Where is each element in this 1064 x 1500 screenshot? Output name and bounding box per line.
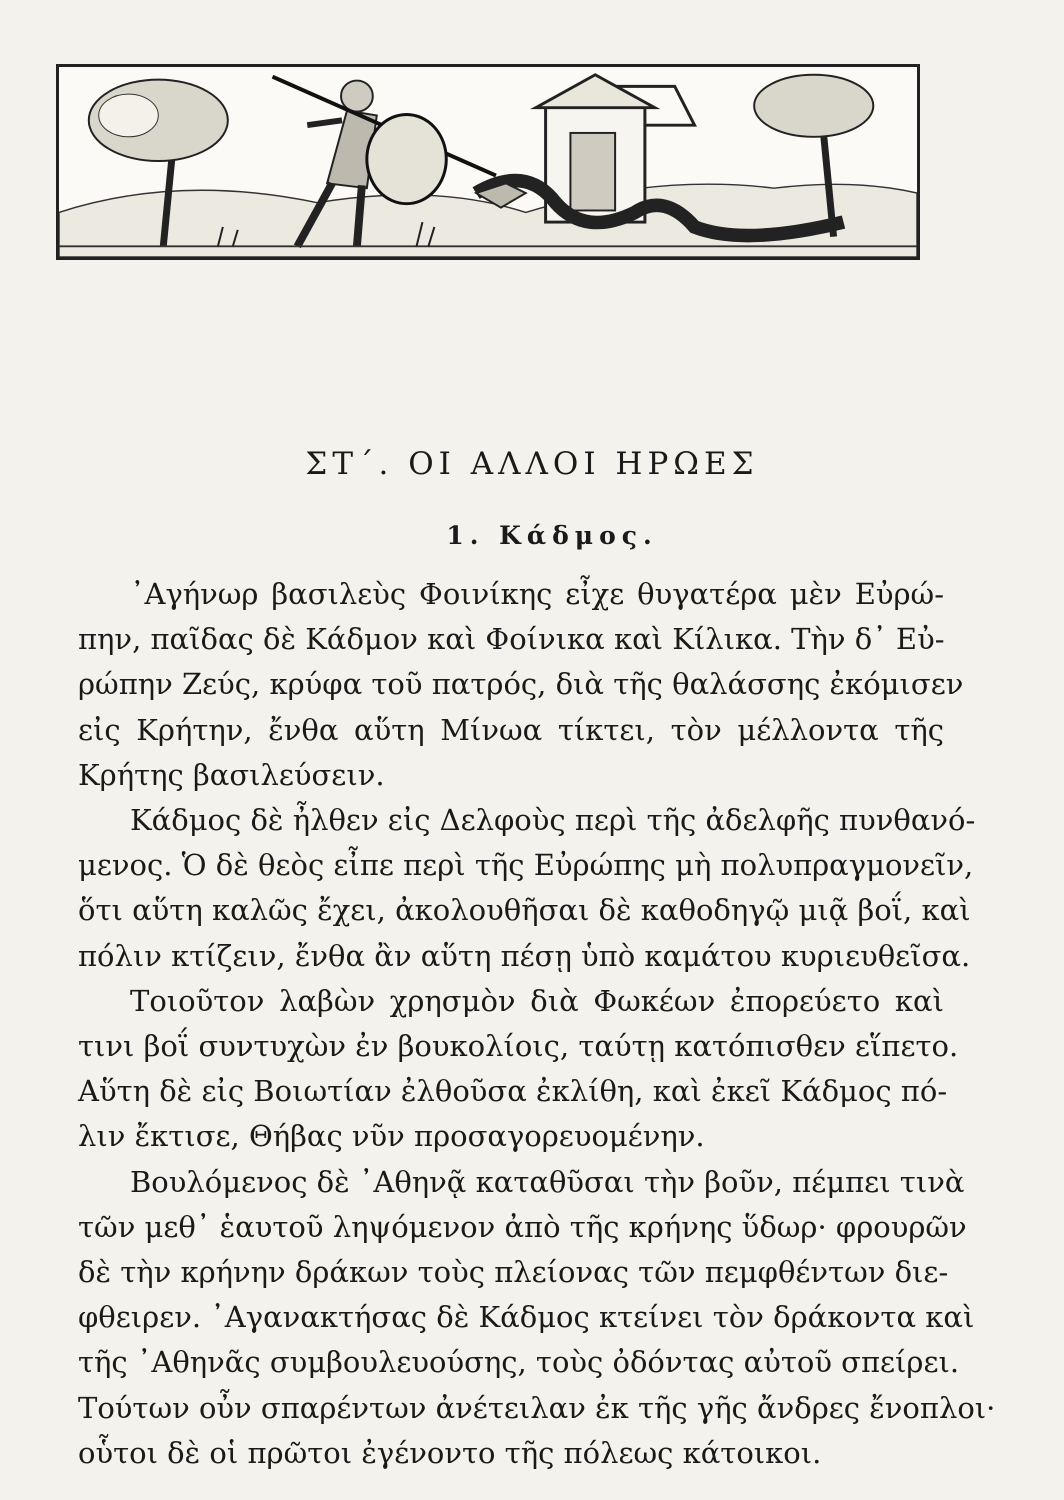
header-illustration — [56, 64, 920, 260]
text-line: δὲ τὴν κρήνην δράκων τοὺς πλείονας τῶν πεμφθέντων διε- — [78, 1255, 949, 1290]
text-line: Κάδμος δὲ ἦλθεν εἰς Δελφοὺς περὶ τῆς ἀδελφῆς πυνθανό- — [130, 803, 976, 838]
text-line: πόλιν κτίζειν, ἔνθα ἂν αὕτη πέσῃ ὑπὸ καμάτου κυριευθεῖσα. — [78, 938, 971, 973]
text-line: Τοιοῦτον λαβὼν χρησμὸν διὰ Φωκέων ἐπορεύετο καὶ — [130, 983, 944, 1018]
text-line: εἰς Κρήτην, ἔνθα αὕτη Μίνωα τίκτει, τὸν μέλλοντα τῆς — [78, 712, 944, 747]
text-line: μενος. Ὁ δὲ θεὸς εἶπε περὶ τῆς Εὐρώπης μὴ πολυπραγμονεῖν, — [78, 848, 974, 883]
text-line: πην, παῖδας δὲ Κάδμον καὶ Φοίνικα καὶ Κίλικα. Τὴν δ᾿ Εὐ- — [78, 622, 945, 657]
text-line: λιν ἔκτισε, Θήβας νῦν προσαγορευομένην. — [78, 1119, 705, 1154]
section-title: 1. Κάδμος. — [446, 521, 658, 550]
text-line: τῶν μεθ᾿ ἑαυτοῦ ληψόμενον ἀπὸ τῆς κρήνης ὕδωρ· φρουρῶν — [78, 1209, 967, 1244]
text-line: Αὕτη δὲ εἰς Βοιωτίαν ἐλθοῦσα ἐκλίθη, καὶ ἐκεῖ Κάδμος πό- — [78, 1074, 948, 1109]
text-line: τινι βοΐ συντυχὼν ἐν βουκολίοις, ταύτῃ κατόπισθεν εἵπετο. — [78, 1029, 959, 1064]
hero-fighting-dragon-illustration-icon — [59, 67, 917, 257]
text-line: τῆς ᾿Αθηνᾶς συμβουλευούσης, τοὺς ὀδόντας αὐτοῦ σπείρει. — [78, 1345, 960, 1380]
text-line: ρώπην Ζεύς, κρύφα τοῦ πατρός, διὰ τῆς θαλάσσης ἐκόμισεν — [78, 667, 964, 702]
text-line: ὅτι αὕτη καλῶς ἔχει, ἀκολουθῆσαι δὲ καθοδηγῷ μιᾷ βοΐ, καὶ — [78, 893, 971, 928]
text-line: φθειρεν. ᾿Αγανακτήσας δὲ Κάδμος κτείνει τὸν δράκοντα καὶ — [78, 1300, 975, 1335]
text-line: οὗτοι δὲ οἱ πρῶτοι ἐγένοντο τῆς πόλεως κάτοικοι. — [78, 1435, 822, 1470]
text-line: Βουλόμενος δὲ ᾿Αθηνᾷ καταθῦσαι τὴν βοῦν, πέμπει τινὰ — [130, 1164, 965, 1199]
body-text — [78, 572, 996, 1476]
text-line: Κρήτης βασιλεύσειν. — [78, 757, 385, 792]
text-line: Τούτων οὖν σπαρέντων ἀνέτειλαν ἐκ τῆς γῆς ἄνδρες ἔνοπλοι· — [78, 1390, 996, 1425]
text-line: ᾿Αγήνωρ βασιλεὺς Φοινίκης εἶχε θυγατέρα μὲν Εὐρώ- — [130, 577, 944, 611]
chapter-title: ΣΤ΄. ΟΙ ΑΛΛΟΙ ΗΡΩΕΣ — [305, 446, 759, 482]
